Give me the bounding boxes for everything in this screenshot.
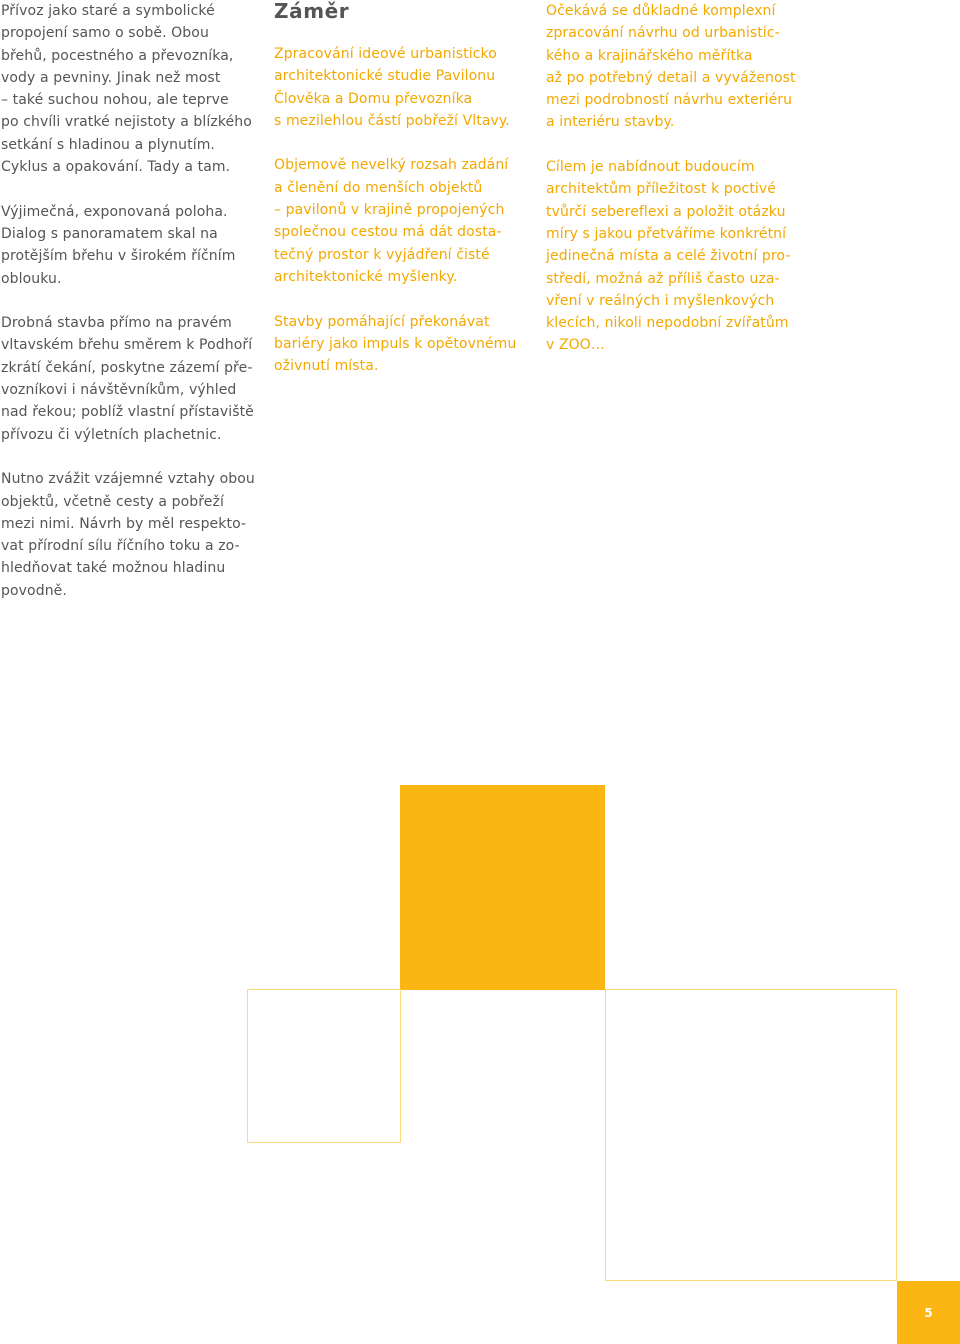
text-line: Drobná stavba přímo na pravém xyxy=(1,315,232,332)
text-line: Cyklus a opakování. Tady a tam. xyxy=(1,159,231,176)
text-line: architektonické studie Pavilonu xyxy=(274,68,496,85)
text-line: propojení samo o sobě. Obou xyxy=(1,25,209,42)
page-number: 5 xyxy=(924,1305,933,1320)
page-number-tab xyxy=(897,1281,960,1344)
section-heading: Záměr xyxy=(274,0,350,23)
paragraph-location xyxy=(1,201,251,290)
accent-square xyxy=(400,785,605,990)
text-line: bariéry jako impuls k opětovnému xyxy=(274,335,517,352)
text-line: Výjimečná, exponovaná poloha. xyxy=(1,203,228,220)
text-line: klecích, nikoli nepodobní zvířatům xyxy=(546,315,789,332)
text-line: Dialog s panoramatem skal na xyxy=(1,225,218,242)
text-line: vody a pevniny. Jinak než most xyxy=(1,69,221,86)
text-line: míry s jakou přetváříme konkrétní xyxy=(546,225,787,242)
text-line: architektonické myšlenky. xyxy=(274,268,458,285)
text-line: jedinečná místa a celé životní pro- xyxy=(546,248,791,265)
outline-square-large xyxy=(605,989,897,1281)
text-line: břehů, pocestného a převozníka, xyxy=(1,47,234,64)
text-line: Očekává se důkladné komplexní xyxy=(546,3,776,19)
paragraph-goal xyxy=(546,156,796,357)
text-line: mezi nimi. Návrh by měl respekto- xyxy=(1,515,247,532)
text-column-3 xyxy=(546,0,796,379)
text-line: nad řekou; poblíž vlastní přístaviště xyxy=(1,404,254,421)
text-line: vozníkovi i návštěvníkům, výhled xyxy=(1,382,237,399)
text-line: oblouku. xyxy=(1,270,62,287)
text-line: protějším břehu v širokém říčním xyxy=(1,248,236,265)
text-line: s mezilehlou částí pobřeží Vltavy. xyxy=(274,112,510,129)
text-line: a členění do menších objektů xyxy=(274,179,483,196)
text-line: mezi podrobností návrhu exteriéru xyxy=(546,92,793,109)
text-line: hledňovat také možnou hladinu xyxy=(1,560,226,577)
text-line: vření v reálných i myšlenkových xyxy=(546,292,775,309)
paragraph-ferry-intro xyxy=(1,0,251,178)
text-line: po chvíli vratké nejistoty a blízkého xyxy=(1,114,252,131)
text-line: společnou cestou má dát dosta- xyxy=(274,224,502,241)
text-line: zkrátí čekání, poskytne zázemí pře- xyxy=(1,359,253,376)
paragraph-building xyxy=(1,312,254,446)
text-line: – také suchou nohou, ale teprve xyxy=(1,92,229,109)
paragraph-relations xyxy=(1,468,255,602)
text-line: architektům příležitost k poctivé xyxy=(546,181,776,198)
text-line: zpracování návrhu od urbanistic- xyxy=(546,25,780,42)
text-line: oživnutí místa. xyxy=(274,358,379,375)
text-line: Cílem je nabídnout budoucím xyxy=(546,159,755,176)
text-line: objektů, včetně cesty a pobřeží xyxy=(1,493,224,510)
text-line: Nutno zvážit vzájemné vztahy obou xyxy=(1,471,255,488)
text-line: povodně. xyxy=(1,582,67,599)
paragraph-barriers xyxy=(274,311,524,378)
text-line: kého a krajinářského měřítka xyxy=(546,47,753,64)
paragraph-study xyxy=(274,43,524,132)
text-line: středí, možná až příliš často uza- xyxy=(546,270,780,287)
text-line: tvůrčí sebereflexi a položit otázku xyxy=(546,203,786,220)
text-line: – pavilonů v krajině propojených xyxy=(274,202,505,219)
text-line: a interiéru stavby. xyxy=(546,114,675,131)
text-line: Přívoz jako staré a symbolické xyxy=(1,3,215,19)
text-line: tečný prostor k vyjádření čisté xyxy=(274,246,490,263)
text-line: Člověka a Domu převozníka xyxy=(274,90,473,107)
text-line: Objemově nevelký rozsah zadání xyxy=(274,157,509,174)
paragraph-scope xyxy=(274,154,524,288)
text-line: Zpracování ideové urbanisticko xyxy=(274,46,497,62)
text-line: Stavby pomáhající překonávat xyxy=(274,313,490,330)
text-line: až po potřebný detail a vyváženost xyxy=(546,69,796,86)
paragraph-expectations xyxy=(546,0,796,134)
text-column-2 xyxy=(274,0,524,400)
text-line: vat přírodní sílu říčního toku a zo- xyxy=(1,538,240,555)
outline-square-small xyxy=(247,989,401,1143)
text-column-1 xyxy=(1,0,255,624)
text-line: v ZOO… xyxy=(546,337,605,354)
text-line: vltavském břehu směrem k Podhoří xyxy=(1,337,253,354)
text-line: přívozu či výletních plachetnic. xyxy=(1,426,222,443)
text-line: setkání s hladinou a plynutím. xyxy=(1,136,215,153)
